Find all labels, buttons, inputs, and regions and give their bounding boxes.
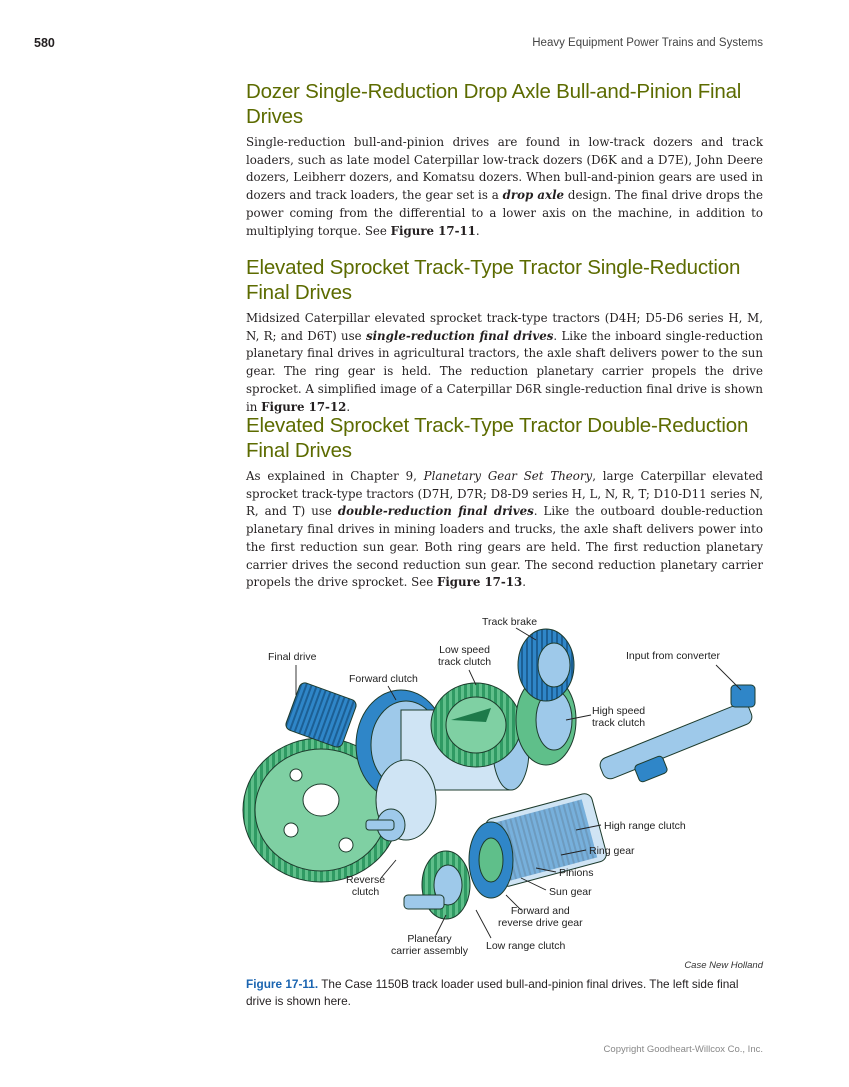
copyright: Copyright Goodheart-Willcox Co., Inc. — [603, 1044, 763, 1055]
section-heading: Elevated Sprocket Track-Type Tractor Double-Reduction Final Drives — [246, 414, 749, 462]
text-run: , large Caterpillar elevated sprocket track-type tractors (D7H, D7R; D8-D9 series H, L, N, R, T; D10-D11 series N, R, and T) use — [246, 469, 763, 519]
section-heading: Dozer Single-Reduction Drop Axle Bull-and-Pinion Final Drives — [246, 80, 742, 128]
emphasis-term: Figure 17-12 — [261, 399, 347, 414]
emphasis-term: Planetary Gear Set Theory — [423, 469, 593, 483]
figure-transmission-illustration — [236, 610, 776, 960]
figure-caption — [246, 976, 763, 1009]
emphasis-term: double-reduction final drives — [337, 504, 534, 519]
label-forward-reverse-drive-gear: Forward and reverse drive gear — [498, 905, 583, 929]
label-ring-gear: Ring gear — [589, 845, 635, 857]
section-paragraph — [246, 134, 763, 240]
text-run: As explained in Chapter 9, — [246, 469, 424, 483]
text-run: . Like the outboard double-reduction planetary final drives in mining loaders and trucks, the axle shaft delivers power into the first reduction sun gear. Both ring gears are held. The first reduction planetary carrier drives the second reduction sun gear. The second reduction planetary carrier propels the drive sprocket. See — [246, 504, 763, 590]
text-run: Midsized Caterpillar elevated sprocket track-type tractors (D4H; D5-D6 series H, M, N, R; and D6T) use — [246, 311, 763, 343]
text-run: . — [346, 399, 351, 414]
label-planetary-carrier-assembly: Planetary carrier assembly — [391, 933, 469, 957]
section-paragraph — [246, 468, 763, 592]
label-reverse-clutch: Reverse clutch — [346, 874, 386, 898]
page-number: 580 — [34, 36, 55, 50]
text-run: . — [475, 223, 480, 238]
label-high-range-clutch: High range clutch — [604, 820, 686, 832]
label-forward-clutch: Forward clutch — [349, 673, 418, 685]
running-title: Heavy Equipment Power Trains and Systems — [532, 37, 763, 49]
planetary-carrier — [404, 851, 470, 919]
text-run: . Like the inboard single-reduction planetary final drives in agricultural tractors, the axle shaft delivers power to the sun gear. The ring gear is held. The reduction planetary carrier propels the drive sprocket. A simplified image of a Caterpillar D6R single-reduction final drive is shown in — [246, 328, 763, 414]
emphasis-term: drop axle — [502, 188, 565, 203]
label-input-from-converter: Input from converter — [626, 650, 720, 662]
label-sun-gear: Sun gear — [549, 886, 592, 898]
figure-credit: Case New Holland — [684, 960, 763, 971]
figure-caption-text: The Case 1150B track loader used bull-and-pinion final drives. The left side final drive is shown here. — [246, 977, 739, 1008]
label-low-range-clutch: Low range clutch — [486, 940, 566, 952]
text-run: Single-reduction bull-and-pinion drives are found in low-track dozers and track loaders, such as late model Caterpillar low-track dozers (D6K and a D7E), John Deere dozers, Leibherr dozers, and Komatsu dozers. When bull-and-pinion gears are used in dozers and track loaders, the gear set is a — [246, 135, 763, 203]
text-run: design. The final drive drops the power coming from the differential to a lower axis on the machine, in addition to multiplying torque. See — [246, 188, 763, 238]
section-heading: Elevated Sprocket Track-Type Tractor Single-Reduction Final Drives — [246, 256, 741, 304]
input-shaft — [598, 685, 755, 783]
label-final-drive: Final drive — [268, 651, 317, 663]
emphasis-term: Figure 17-13 — [436, 575, 523, 590]
label-low-speed-track-clutch: Low speed track clutch — [438, 644, 492, 668]
label-track-brake: Track brake — [482, 616, 538, 628]
pinion-shaft — [284, 681, 357, 749]
range-planetary — [469, 792, 608, 898]
low-speed-clutch-disc — [431, 683, 521, 767]
label-pinions: Pinions — [559, 867, 594, 879]
section-paragraph — [246, 310, 763, 416]
figure-number: Figure 17-11. — [246, 977, 319, 991]
emphasis-term: Figure 17-11 — [390, 223, 476, 238]
track-brake-drum — [518, 629, 574, 701]
emphasis-term: single-reduction final drives — [365, 328, 554, 343]
text-run: . — [522, 575, 526, 590]
label-high-speed-track-clutch: High speed track clutch — [592, 705, 646, 729]
